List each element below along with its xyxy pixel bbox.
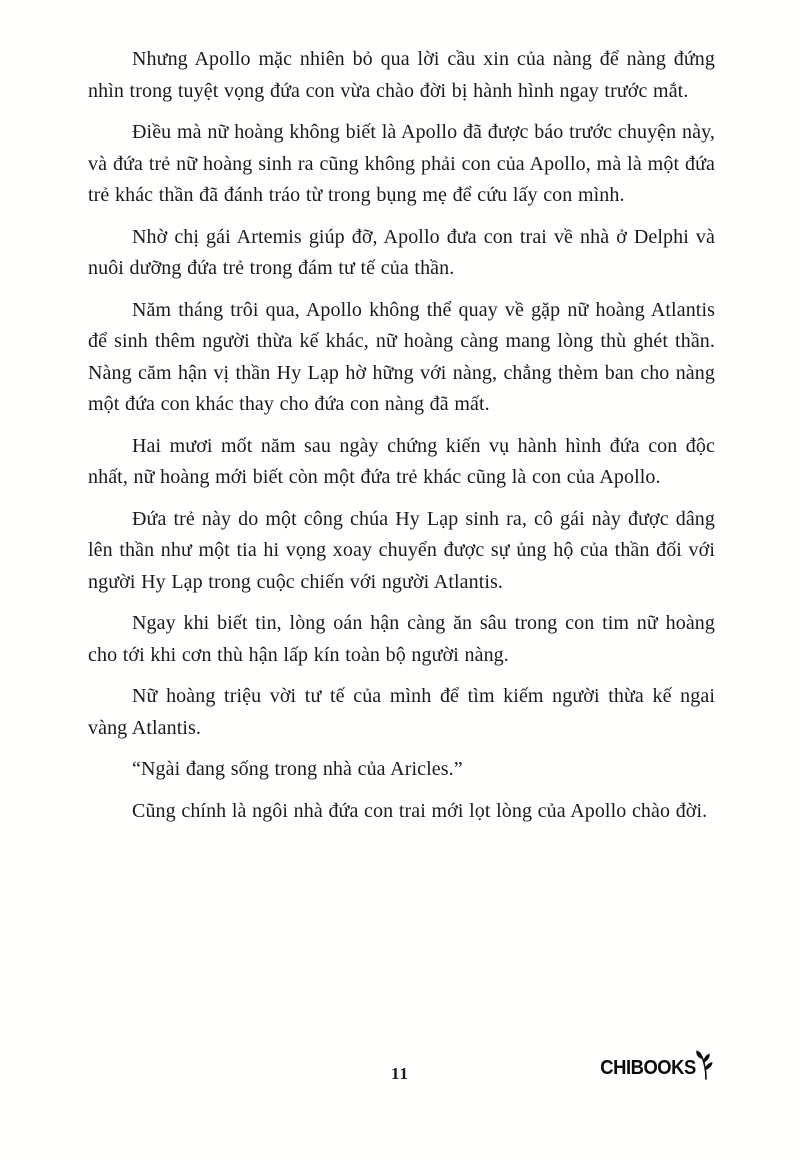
paragraph: “Ngài đang sống trong nhà của Aricles.”	[132, 758, 463, 780]
body-text	[88, 44, 715, 837]
paragraph: Đứa trẻ này do một công chúa Hy Lạp sinh ra, cô gái này được dâng lên thần như một tia hi vọng xoay chuyển được sự ủng hộ của thần đối với người Hy Lạp trong cuộc chiến với người Atlantis.	[88, 507, 715, 593]
publisher-logo	[592, 1056, 718, 1080]
publisher-name: CHIBOOKS	[600, 1056, 696, 1079]
paragraph: Năm tháng trôi qua, Apollo không thể quay về gặp nữ hoàng Atlantis để sinh thêm người thừa kế khác, nữ hoàng càng mang lòng thù ghét thần. Nàng căm hận vị thần Hy Lạp hờ hững với nàng, chẳng thèm ban cho nàng một đứa con khác thay cho đứa con nàng đã mất.	[88, 298, 715, 415]
paragraph: Điều mà nữ hoàng không biết là Apollo đã được báo trước chuyện này, và đứa trẻ nữ hoàng sinh ra cũng không phải con của Apollo, mà là một đứa trẻ khác thần đã đánh tráo từ trong bụng mẹ để cứu lấy con mình.	[88, 121, 715, 206]
paragraph: Ngay khi biết tin, lòng oán hận càng ăn sâu trong con tim nữ hoàng cho tới khi cơn thù hận lấp kín toàn bộ người nàng.	[88, 612, 715, 666]
page-number: 11	[390, 1064, 410, 1083]
paragraph: Cũng chính là ngôi nhà đứa con trai mới lọt lòng của Apollo chào đời.	[132, 799, 708, 822]
paragraph: Nhưng Apollo mặc nhiên bỏ qua lời cầu xin của nàng để nàng đứng nhìn trong tuyệt vọng đứa con vừa chào đời bị hành hình ngay trước mắt.	[88, 48, 715, 102]
paragraph: Nữ hoàng triệu vời tư tế của mình để tìm kiếm người thừa kế ngai vàng Atlantis.	[88, 685, 715, 739]
paragraph: Nhờ chị gái Artemis giúp đỡ, Apollo đưa con trai về nhà ở Delphi và nuôi dưỡng đứa trẻ trong đám tư tế của thần.	[88, 225, 715, 279]
page-footer	[0, 1050, 800, 1110]
paragraph: Hai mươi mốt năm sau ngày chứng kiến vụ hành hình đứa con độc nhất, nữ hoàng mới biết còn một đứa trẻ khác cũng là con của Apollo.	[88, 434, 715, 488]
chibooks-leaf-icon	[694, 1050, 718, 1080]
